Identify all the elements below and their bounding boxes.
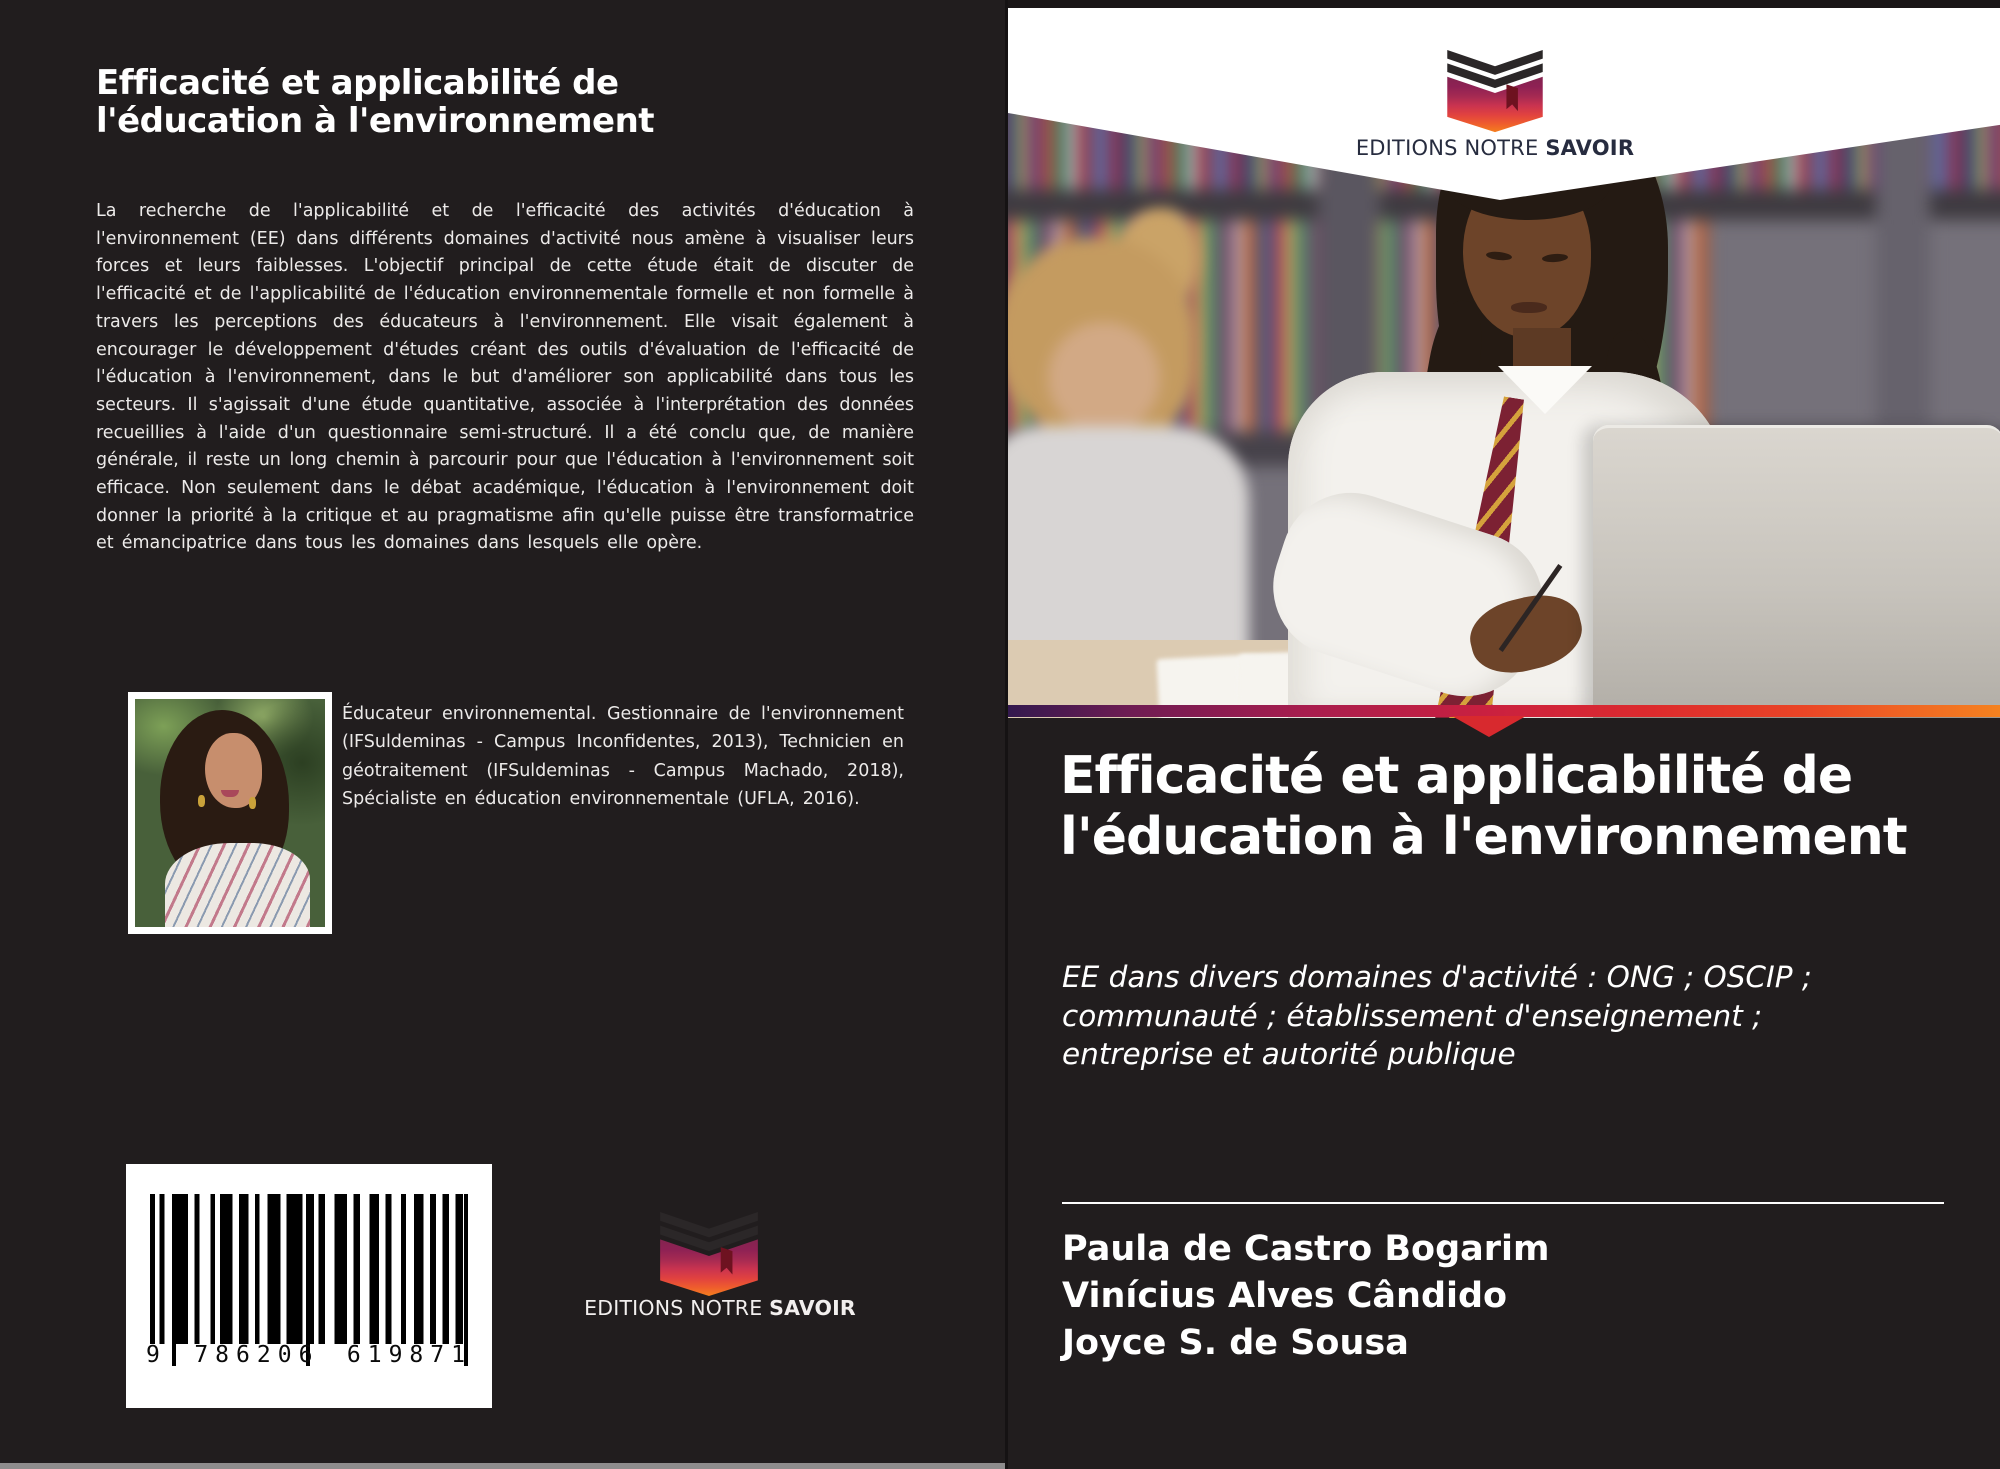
page-edge-strip (0, 1463, 1008, 1469)
publisher-name-back (540, 1296, 900, 1320)
author-photo (128, 692, 332, 934)
laptop (1593, 425, 2000, 718)
author-names (1062, 1226, 1962, 1367)
front-cover-subtitle: EE dans divers domaines d'activité : ONG ; OSCIP ; communauté ; établissement d'enseignement ; entreprise et autorité publique (1062, 960, 1812, 1072)
back-cover-title: Efficacité et applicabilité de l'éducation à l'environnement (96, 63, 655, 142)
barcode (126, 1164, 492, 1408)
isbn-digits (146, 1342, 472, 1368)
book-chevron-icon (660, 1212, 758, 1298)
publisher-name-front (1155, 136, 1835, 160)
back-cover-synopsis: La recherche de l'applicabilité et de l'efficacité des activités d'éducation à l'environnement (EE) dans différents domaines d'activité nous amène à visualiser leurs forces et leurs faiblesses. L'objectif principal de cette étude était de discuter de l'efficacité et de l'applicabilité de l'éducation environnementale formelle et non formelle à travers les perceptions des éducateurs à l'environnement. Elle visait également à encourager le développement d'études créant des outils d'évaluation de l'efficacité de l'éducation à l'environnement, dans le but d'améliorer son applicabilité dans tous les secteurs. Il s'agissait d'une étude quantitative, associée à l'interprétation des données recueillies à l'aide d'un questionnaire semi-structuré. Il a été conclu que, de manière générale, il reste un long chemin à parcourir pour que l'éducation à l'environnement soit efficace. Non seulement dans le débat académique, l'éducation à l'environnement doit donner la priorité à la critique et au pragmatisme afin qu'elle puisse être transformatrice et émancipatrice dans tous les domaines dans lesquels elle opère. (96, 201, 914, 554)
barcode-guard-middle (306, 1194, 310, 1366)
front-top-dark-strip (1008, 0, 2000, 9)
book-chevron-icon (1447, 50, 1543, 134)
barcode-guard-left (172, 1194, 176, 1366)
author-name: Vinícius Alves Cândido (1062, 1275, 1508, 1316)
author-name: Joyce S. de Sousa (1062, 1322, 1409, 1363)
barcode-guard-right (464, 1194, 468, 1366)
publisher-name-regular: EDITIONS NOTRE (1355, 136, 1546, 160)
publisher-name-regular: EDITIONS NOTRE (584, 1296, 770, 1320)
accent-triangle (1452, 716, 1526, 737)
author-divider-line (1062, 1202, 1944, 1204)
author-name: Paula de Castro Bogarim (1062, 1229, 1550, 1269)
publisher-logo-back (660, 1212, 758, 1302)
author-blouse (165, 843, 309, 927)
publisher-name-bold: SAVOIR (1545, 136, 1635, 160)
isbn-group-2: 786206 (194, 1342, 320, 1368)
author-bio-text: Éducateur environnemental. Gestionnaire de l'environnement (IFSuldeminas - Campus Inconfidentes, 2013), Technicien en géotraitement (IFSuldeminas - Campus Machado, 2018), Spécialiste en éducation environnementale (UFLA, 2016). (342, 704, 904, 810)
isbn-group-3: 619871 (346, 1342, 472, 1368)
front-cover-title: Efficacité et applicabilité de l'éducation à l'environnement (1060, 746, 1907, 867)
student-lips (1511, 302, 1547, 313)
isbn-group-1: 9 (146, 1342, 167, 1368)
publisher-logo-front (1447, 50, 1543, 138)
earring-left (198, 795, 205, 807)
author-portrait-illustration (135, 699, 325, 927)
girl-face (1048, 322, 1160, 434)
spine-divider (1005, 0, 1008, 1469)
publisher-name-bold: SAVOIR (769, 1296, 856, 1320)
earring-right (249, 797, 256, 809)
